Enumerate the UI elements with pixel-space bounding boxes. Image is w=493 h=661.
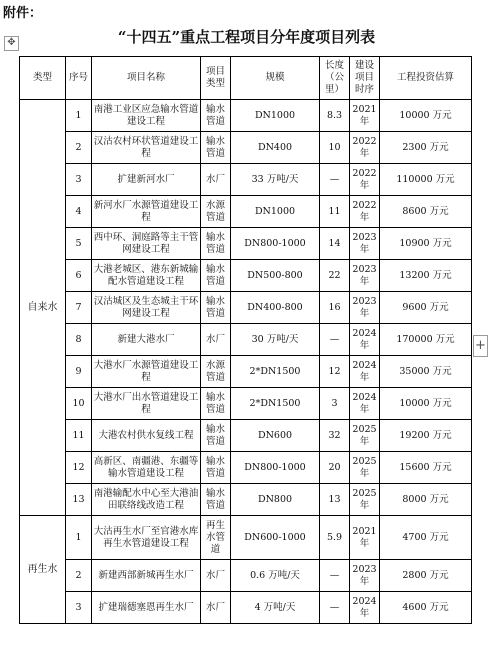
- project-scale: DN600-1000: [231, 516, 320, 560]
- project-investment: 19200 万元: [380, 420, 472, 452]
- table-row: [20, 164, 472, 196]
- project-year: 2024年: [350, 324, 380, 356]
- table-row: [20, 228, 472, 260]
- project-year: 2022年: [350, 164, 380, 196]
- type-cell: 再生水: [20, 516, 66, 624]
- project-name: 南港输配水中心至大港油田联络线改造工程: [92, 484, 201, 516]
- row-number: 3: [66, 164, 92, 196]
- project-length: 16: [320, 292, 350, 324]
- project-type: 输水管道: [201, 484, 231, 516]
- header-cell: 规模: [231, 57, 320, 100]
- project-type: 输水管道: [201, 452, 231, 484]
- table-row: [20, 592, 472, 624]
- project-investment: 8600 万元: [380, 196, 472, 228]
- project-type: 水源管道: [201, 196, 231, 228]
- project-type: 输水管道: [201, 100, 231, 132]
- project-year: 2024年: [350, 356, 380, 388]
- type-cell: 自来水: [20, 100, 66, 516]
- project-length: 22: [320, 260, 350, 292]
- project-scale: 33 万吨/天: [231, 164, 320, 196]
- project-scale: DN1000: [231, 196, 320, 228]
- project-investment: 2300 万元: [380, 132, 472, 164]
- project-length: —: [320, 324, 350, 356]
- project-scale: DN600: [231, 420, 320, 452]
- table-row: [20, 452, 472, 484]
- project-name: 扩建瑞德塞恩再生水厂: [92, 592, 201, 624]
- row-number: 6: [66, 260, 92, 292]
- table-title: “十四五”重点工程项目分年度项目列表: [117, 28, 376, 46]
- table-row: [20, 420, 472, 452]
- project-length: 13: [320, 484, 350, 516]
- project-length: 11: [320, 196, 350, 228]
- project-name: 大港水厂水源管道建设工程: [92, 356, 201, 388]
- project-investment: 9600 万元: [380, 292, 472, 324]
- project-year: 2023年: [350, 292, 380, 324]
- project-investment: 13200 万元: [380, 260, 472, 292]
- table-row: [20, 388, 472, 420]
- project-year: 2025年: [350, 420, 380, 452]
- row-number: 4: [66, 196, 92, 228]
- project-investment: 10000 万元: [380, 100, 472, 132]
- table-row: [20, 132, 472, 164]
- project-name: 大港水厂出水管道建设工程: [92, 388, 201, 420]
- project-name: 高新区、南疆港、东疆等输水管道建设工程: [92, 452, 201, 484]
- row-number: 9: [66, 356, 92, 388]
- project-length: 3: [320, 388, 350, 420]
- project-name: 汉沽城区及生态城主干环网建设工程: [92, 292, 201, 324]
- row-number: 1: [66, 516, 92, 560]
- project-type: 输水管道: [201, 420, 231, 452]
- project-investment: 4600 万元: [380, 592, 472, 624]
- project-year: 2023年: [350, 260, 380, 292]
- project-scale: DN500-800: [231, 260, 320, 292]
- row-number: 1: [66, 100, 92, 132]
- project-name: 新建大港水厂: [92, 324, 201, 356]
- project-type: 再生水管道: [201, 516, 231, 560]
- project-year: 2021年: [350, 100, 380, 132]
- project-investment: 15600 万元: [380, 452, 472, 484]
- attachment-label: 附件：: [3, 6, 43, 21]
- project-name: 新建西部新城再生水厂: [92, 560, 201, 592]
- table-row: [20, 100, 472, 132]
- header-cell: 类型: [20, 57, 66, 100]
- project-year: 2025年: [350, 484, 380, 516]
- project-investment: 35000 万元: [380, 356, 472, 388]
- project-length: 20: [320, 452, 350, 484]
- project-investment: 2800 万元: [380, 560, 472, 592]
- row-number: 10: [66, 388, 92, 420]
- project-year: 2023年: [350, 228, 380, 260]
- project-investment: 110000 万元: [380, 164, 472, 196]
- project-name: 南港工业区应急输水管道建设工程: [92, 100, 201, 132]
- project-name: 大沽再生水厂至官港水库再生水管道建设工程: [92, 516, 201, 560]
- table-move-handle-icon[interactable]: ✥: [4, 36, 19, 51]
- project-name: 西中环、洞庭路等主干管网建设工程: [92, 228, 201, 260]
- row-number: 5: [66, 228, 92, 260]
- project-type: 水厂: [201, 592, 231, 624]
- row-number: 13: [66, 484, 92, 516]
- header-cell: 长度（公里）: [320, 57, 350, 100]
- project-type: 输水管道: [201, 388, 231, 420]
- project-length: 10: [320, 132, 350, 164]
- project-name: 新河水厂水源管道建设工程: [92, 196, 201, 228]
- row-number: 11: [66, 420, 92, 452]
- project-table: [19, 56, 472, 624]
- table-row: [20, 516, 472, 560]
- header-cell: 项目名称: [92, 57, 201, 100]
- project-type: 输水管道: [201, 292, 231, 324]
- table-row: [20, 292, 472, 324]
- project-year: 2023年: [350, 560, 380, 592]
- row-number: 8: [66, 324, 92, 356]
- project-investment: 10900 万元: [380, 228, 472, 260]
- project-length: 32: [320, 420, 350, 452]
- add-column-plus-icon[interactable]: +: [473, 335, 488, 357]
- project-type: 水厂: [201, 164, 231, 196]
- project-scale: DN1000: [231, 100, 320, 132]
- table-row: [20, 260, 472, 292]
- project-investment: 10000 万元: [380, 388, 472, 420]
- project-type: 输水管道: [201, 228, 231, 260]
- table-row: [20, 356, 472, 388]
- row-number: 7: [66, 292, 92, 324]
- project-scale: 4 万吨/天: [231, 592, 320, 624]
- project-year: 2024年: [350, 592, 380, 624]
- row-number: 2: [66, 132, 92, 164]
- project-type: 输水管道: [201, 132, 231, 164]
- project-scale: 0.6 万吨/天: [231, 560, 320, 592]
- project-scale: DN800-1000: [231, 228, 320, 260]
- project-name: 大港老城区、港东新城输配水管道建设工程: [92, 260, 201, 292]
- project-type: 水厂: [201, 324, 231, 356]
- project-length: —: [320, 592, 350, 624]
- header-cell: 项目类型: [201, 57, 231, 100]
- project-year: 2021年: [350, 516, 380, 560]
- header-cell: 序号: [66, 57, 92, 100]
- project-year: 2025年: [350, 452, 380, 484]
- project-type: 水源管道: [201, 356, 231, 388]
- project-scale: 30 万吨/天: [231, 324, 320, 356]
- project-name: 汉沽农村环状管道建设工程: [92, 132, 201, 164]
- project-type: 输水管道: [201, 260, 231, 292]
- header-cell: 工程投资估算: [380, 57, 472, 100]
- row-number: 3: [66, 592, 92, 624]
- project-length: 14: [320, 228, 350, 260]
- project-scale: DN800-1000: [231, 452, 320, 484]
- project-investment: 170000 万元: [380, 324, 472, 356]
- project-scale: 2*DN1500: [231, 356, 320, 388]
- project-scale: DN400-800: [231, 292, 320, 324]
- project-name: 扩建新河水厂: [92, 164, 201, 196]
- project-name: 大港农村供水复线工程: [92, 420, 201, 452]
- project-type: 水厂: [201, 560, 231, 592]
- row-number: 2: [66, 560, 92, 592]
- project-year: 2024年: [350, 388, 380, 420]
- table-row: [20, 196, 472, 228]
- project-scale: DN400: [231, 132, 320, 164]
- project-length: 8.3: [320, 100, 350, 132]
- table-row: [20, 484, 472, 516]
- project-length: —: [320, 560, 350, 592]
- project-investment: 8000 万元: [380, 484, 472, 516]
- header-row: [20, 57, 472, 100]
- project-year: 2022年: [350, 132, 380, 164]
- header-cell: 建设项目时序: [350, 57, 380, 100]
- project-investment: 4700 万元: [380, 516, 472, 560]
- project-length: —: [320, 164, 350, 196]
- table-row: [20, 560, 472, 592]
- project-scale: DN800: [231, 484, 320, 516]
- project-scale: 2*DN1500: [231, 388, 320, 420]
- project-length: 5.9: [320, 516, 350, 560]
- table-row: [20, 324, 472, 356]
- project-year: 2022年: [350, 196, 380, 228]
- row-number: 12: [66, 452, 92, 484]
- project-length: 12: [320, 356, 350, 388]
